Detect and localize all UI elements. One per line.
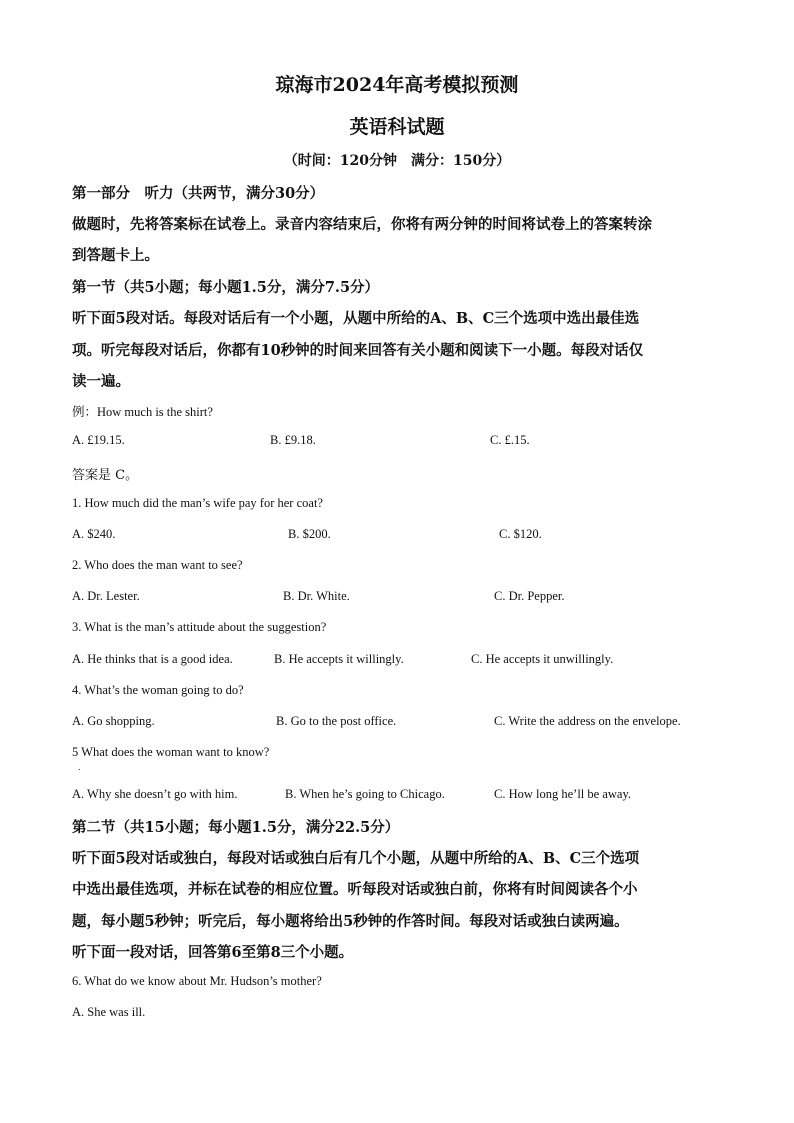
dialogue-intro: 听下面一段对话，回答第6至第8三个小题。 bbox=[72, 944, 354, 961]
section1-heading: 第一节（共5小题；每小题1.5分，满分7.5分） bbox=[72, 279, 380, 296]
q3-option-a: A. He thinks that is a good idea. bbox=[72, 652, 233, 666]
q4-option-b: B. Go to the post office. bbox=[276, 714, 397, 728]
q1-option-b: B. $200. bbox=[288, 527, 331, 541]
question-3: 3. What is the man’s attitude about the suggestion? bbox=[72, 620, 327, 634]
q1-option-a: A. $240. bbox=[72, 527, 116, 541]
q3-option-c: C. He accepts it unwillingly. bbox=[471, 652, 614, 666]
section2-instruction-line3: 题，每小题5秒钟；听完后，每小题将给出5秒钟的作答时间。每段对话或独白读两遍。 bbox=[72, 913, 629, 930]
question-4: 4. What’s the woman going to do? bbox=[72, 683, 244, 697]
exam-title: 琼海市2024年高考模拟预测 bbox=[275, 74, 519, 96]
question-6: 6. What do we know about Mr. Hudson’s mother? bbox=[72, 974, 322, 988]
part1-instruction-line2: 到答题卡上。 bbox=[72, 247, 159, 264]
part1-instruction-line1: 做题时，先将答案标在试卷上。录音内容结束后，你将有两分钟的时间将试卷上的答案转涂 bbox=[72, 216, 652, 233]
example-option-a: A. £19.15. bbox=[72, 433, 125, 447]
section2-instruction-line1: 听下面5段对话或独白，每段对话或独白后有几个小题，从题中所给的A、B、C三个选项 bbox=[72, 850, 640, 867]
q4-option-c: C. Write the address on the envelope. bbox=[494, 714, 681, 728]
q6-option-a: A. She was ill. bbox=[72, 1005, 146, 1019]
example-question: 例：How much is the shirt? bbox=[72, 405, 213, 419]
question-1: 1. How much did the man’s wife pay for her coat? bbox=[72, 496, 323, 510]
section2-heading: 第二节（共15小题；每小题1.5分，满分22.5分） bbox=[72, 819, 400, 836]
part1-heading: 第一部分 听力（共两节，满分30分） bbox=[72, 185, 325, 202]
section1-instruction-line2: 项。听完每段对话后，你都有10秒钟的时间来回答有关小题和阅读下一小题。每段对话仅 bbox=[72, 342, 644, 359]
question-5: 5 What does the woman want to know? bbox=[72, 745, 270, 759]
q5-option-a: A. Why she doesn’t go with him. bbox=[72, 787, 238, 801]
exam-subtitle: 英语科试题 bbox=[349, 116, 445, 138]
question-2: 2. Who does the man want to see? bbox=[72, 558, 243, 572]
exam-time-info: （时间：120分钟 满分：150分） bbox=[283, 153, 511, 169]
q5-option-b: B. When he’s going to Chicago. bbox=[285, 787, 445, 801]
q1-option-c: C. $120. bbox=[499, 527, 542, 541]
section1-instruction-line1: 听下面5段对话。每段对话后有一个小题，从题中所给的A、B、C三个选项中选出最佳选 bbox=[72, 310, 640, 327]
q3-option-b: B. He accepts it willingly. bbox=[274, 652, 404, 666]
section1-instruction-line3: 读一遍。 bbox=[72, 373, 130, 390]
example-answer: 答案是 C。 bbox=[72, 468, 139, 483]
example-option-b: B. £9.18. bbox=[270, 433, 316, 447]
q2-option-a: A. Dr. Lester. bbox=[72, 589, 140, 603]
q4-option-a: A. Go shopping. bbox=[72, 714, 155, 728]
q2-option-b: B. Dr. White. bbox=[283, 589, 350, 603]
q2-option-c: C. Dr. Pepper. bbox=[494, 589, 565, 603]
section2-instruction-line2: 中选出最佳选项，并标在试卷的相应位置。听每段对话或独白前，你将有时间阅读各个小 bbox=[72, 881, 638, 898]
example-option-c: C. £.15. bbox=[490, 433, 530, 447]
q5-option-c: C. How long he’ll be away. bbox=[494, 787, 632, 801]
stray-dot: . bbox=[78, 763, 81, 772]
